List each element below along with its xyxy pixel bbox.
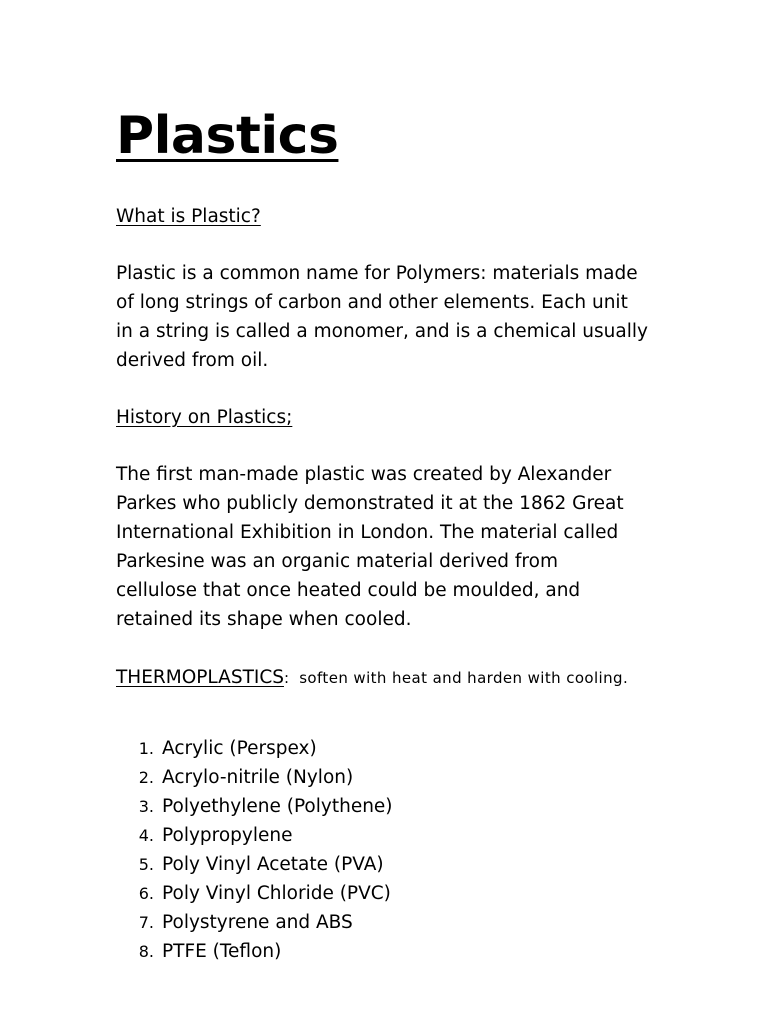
paragraph-line: derived from oil. bbox=[116, 350, 269, 371]
list-item-number: 5. bbox=[138, 855, 154, 874]
list-item bbox=[116, 879, 393, 908]
list-item-text: Polystyrene and ABS bbox=[162, 912, 353, 933]
thermoplastics-definition bbox=[116, 664, 656, 692]
list-item bbox=[116, 763, 393, 792]
thermoplastics-list bbox=[116, 734, 393, 966]
paragraph-line: The first man-made plastic was created by Alexander bbox=[116, 464, 612, 485]
thermoplastics-colon: : bbox=[283, 669, 290, 687]
list-item bbox=[116, 792, 393, 821]
paragraph-line: cellulose that once heated could be moulded, and bbox=[116, 580, 581, 601]
list-item-text: Polypropylene bbox=[162, 825, 293, 846]
list-item-number: 4. bbox=[138, 826, 154, 845]
list-item-text: Poly Vinyl Chloride (PVC) bbox=[162, 883, 391, 904]
list-item-number: 8. bbox=[138, 942, 154, 961]
paragraph-line: Parkesine was an organic material derived from bbox=[116, 551, 558, 572]
section-heading-what-is-plastic: What is Plastic? bbox=[116, 206, 261, 227]
list-item-text: Acrylo-nitrile (Nylon) bbox=[162, 767, 354, 788]
list-item-text: Polyethylene (Polythene) bbox=[162, 796, 393, 817]
section-heading-history: History on Plastics; bbox=[116, 407, 293, 428]
list-item-number: 1. bbox=[138, 739, 154, 758]
paragraph-what-is-plastic bbox=[116, 259, 676, 375]
list-item-text: Acrylic (Perspex) bbox=[162, 738, 317, 759]
list-item-text: PTFE (Teflon) bbox=[162, 941, 282, 962]
list-item-text: Poly Vinyl Acetate (PVA) bbox=[162, 854, 384, 875]
list-item bbox=[116, 908, 393, 937]
list-item bbox=[116, 937, 393, 966]
list-item-number: 3. bbox=[138, 797, 154, 816]
paragraph-line: in a string is called a monomer, and is a chemical usually bbox=[116, 321, 648, 342]
list-item bbox=[116, 850, 393, 879]
list-item-number: 7. bbox=[138, 913, 154, 932]
page-title: Plastics bbox=[116, 106, 339, 166]
list-item bbox=[116, 734, 393, 763]
paragraph-line: retained its shape when cooled. bbox=[116, 609, 412, 630]
paragraph-line: International Exhibition in London. The material called bbox=[116, 522, 619, 543]
thermoplastics-description: soften with heat and harden with cooling. bbox=[299, 669, 629, 687]
list-item bbox=[116, 821, 393, 850]
thermoplastics-term: THERMOPLASTICS bbox=[116, 667, 284, 688]
paragraph-line: Parkes who publicly demonstrated it at the 1862 Great bbox=[116, 493, 624, 514]
list-item-number: 2. bbox=[138, 768, 154, 787]
paragraph-line: Plastic is a common name for Polymers: materials made bbox=[116, 263, 638, 284]
list-item-number: 6. bbox=[138, 884, 154, 903]
paragraph-line: of long strings of carbon and other elements. Each unit bbox=[116, 292, 628, 313]
paragraph-history bbox=[116, 460, 676, 634]
